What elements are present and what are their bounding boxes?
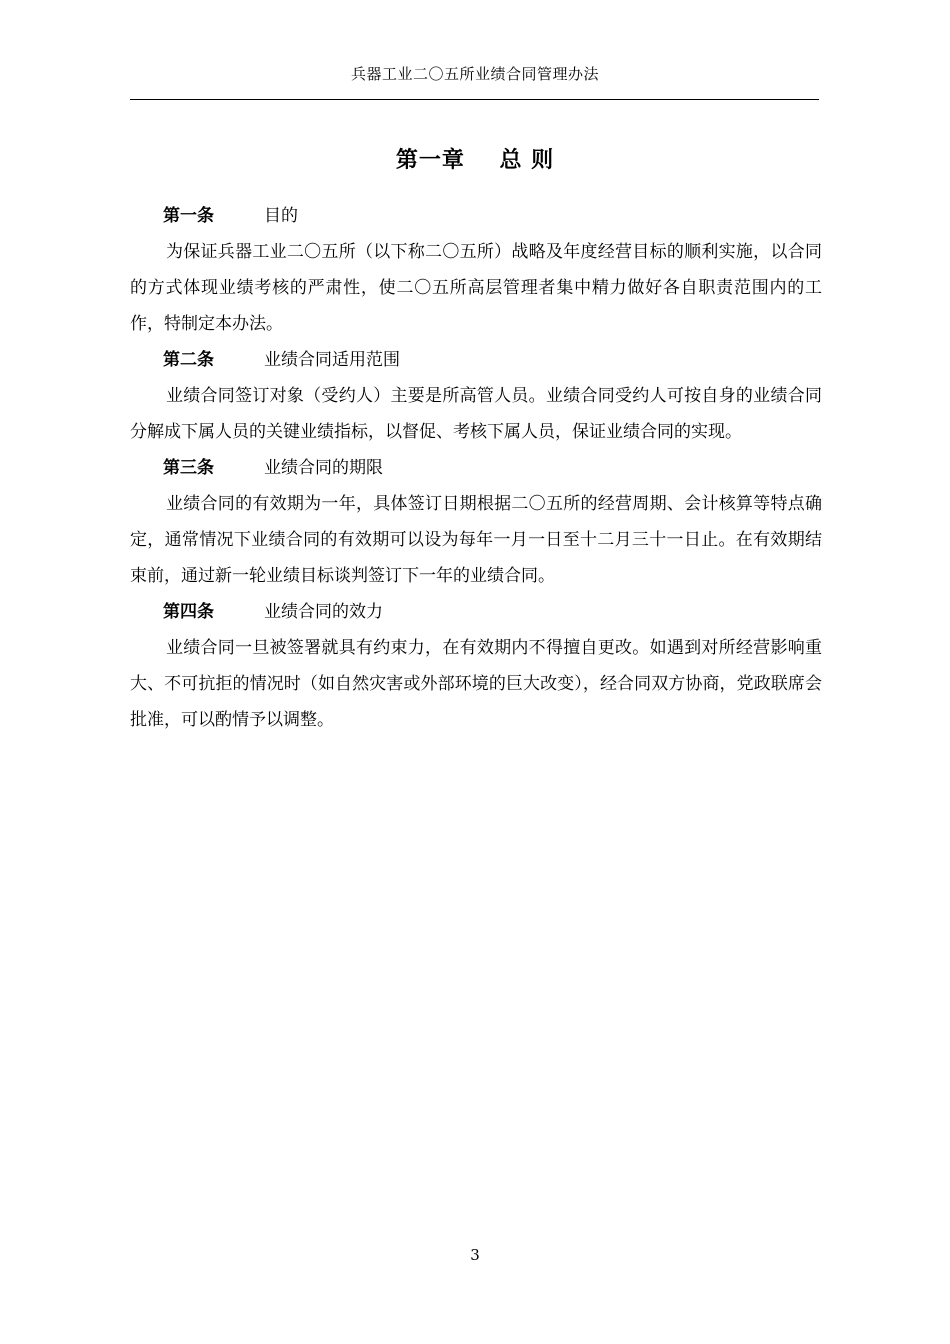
article-number: 第三条: [163, 458, 214, 478]
article-1: [130, 198, 822, 342]
article-number: 第四条: [163, 602, 214, 622]
article-title: 业绩合同的期限: [264, 458, 383, 478]
article-heading: [130, 198, 822, 234]
article-title: 业绩合同的效力: [264, 602, 383, 622]
article-number: 第一条: [163, 206, 214, 226]
article-paragraph: 业绩合同的有效期为一年，具体签订日期根据二〇五所的经营周期、会计核算等特点确定，通常情况下业绩合同的有效期可以设为每年一月一日至十二月三十一日止。在有效期结束前，通过新一轮业绩目标谈判签订下一年的业绩合同。: [130, 494, 822, 586]
article-paragraph: 业绩合同签订对象（受约人）主要是所高管人员。业绩合同受约人可按自身的业绩合同分解成下属人员的关键业绩指标，以督促、考核下属人员，保证业绩合同的实现。: [130, 386, 822, 442]
header-divider: [130, 99, 819, 100]
running-header-title: 兵器工业二〇五所业绩合同管理办法: [350, 65, 599, 83]
article-number: 第二条: [163, 350, 214, 370]
article-2: [130, 342, 822, 450]
article-paragraph: 业绩合同一旦被签署就具有约束力，在有效期内不得擅自更改。如遇到对所经营影响重大、不可抗拒的情况时（如自然灾害或外部环境的巨大改变），经合同双方协商，党政联席会批准，可以酌情予以调整。: [130, 638, 822, 730]
article-heading: [130, 594, 822, 630]
article-4: [130, 594, 822, 738]
article-title: 业绩合同适用范围: [264, 350, 400, 370]
document-body: [130, 198, 822, 738]
article-3: [130, 450, 822, 594]
chapter-title: 第一章 总 则: [395, 148, 555, 173]
article-heading: [130, 450, 822, 486]
article-heading: [130, 342, 822, 378]
article-paragraph: 为保证兵器工业二〇五所（以下称二〇五所）战略及年度经营目标的顺利实施，以合同的方式体现业绩考核的严肃性，使二〇五所高层管理者集中精力做好各自职责范围内的工作，特制定本办法。: [130, 242, 822, 334]
page-number: 3: [470, 1246, 480, 1264]
article-title: 目的: [264, 206, 298, 226]
